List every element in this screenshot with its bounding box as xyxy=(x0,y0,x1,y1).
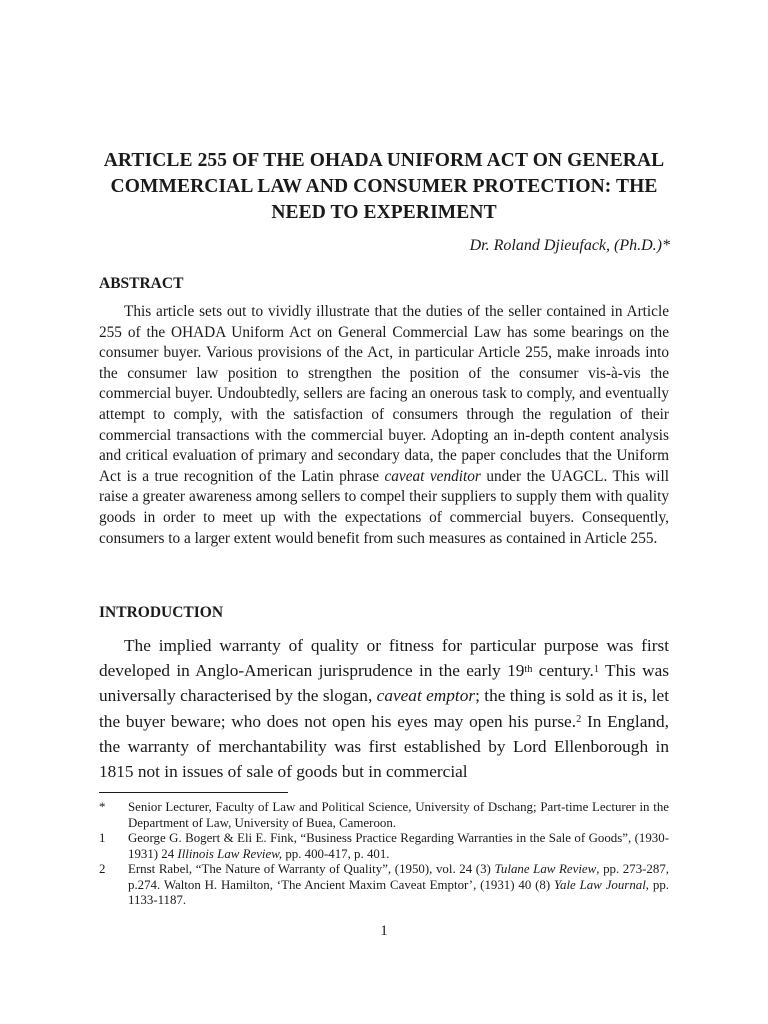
page-number: 1 xyxy=(380,923,388,939)
intro-superscript-th: th xyxy=(524,663,533,675)
footnote-1 xyxy=(99,831,669,862)
footnote-ref-2[interactable]: 2 xyxy=(576,713,582,725)
footnote-text: Senior Lecturer, Faculty of Law and Political Science, University of Dschang; Part-time Lecturer in the Department of Law, University of Buea, Cameroon. xyxy=(128,800,669,830)
footnote-divider xyxy=(99,792,288,793)
intro-text-d: ; the thing is sold as it is, let the buyer beware; who does not open his eyes may open his purse. xyxy=(99,686,670,731)
article-title: ARTICLE 255 OF THE OHADA UNIFORM ACT ON GENERAL COMMERCIAL LAW AND CONSUMER PROTECTION: THE NEED TO EXPERIMENT xyxy=(103,150,665,223)
footnote-2-journal: Tulane Law Review xyxy=(494,862,597,876)
footnote-2 xyxy=(99,862,669,909)
intro-text-a: The implied warranty of quality or fitness for particular purpose was first developed in Anglo-American jurisprudence in the early 19 xyxy=(99,636,669,681)
footnote-text xyxy=(128,862,669,909)
footnote-2-journal-2: Yale Law Journal xyxy=(554,877,646,892)
abstract-text-part2: under the UAGCL. This will raise a greater awareness among sellers to compel their suppliers to supply them with quality goods in order to meet up with the expectations of commercial buyers. Consequently, consumers to a larger extent would benefit from such measures as contained in Article 255. xyxy=(99,467,669,547)
author-line: Dr. Roland Djieufack, (Ph.D.)* xyxy=(469,237,670,254)
intro-italic-phrase: caveat emptor xyxy=(376,686,476,706)
abstract-paragraph xyxy=(99,302,669,549)
abstract-text-part1: This article sets out to vividly illustrate that the duties of the seller contained in Article 255 of the OHADA Uniform Act on General Commercial Law has some bearings on the consumer buyer. Various provisions of the Act, in particular Article 255, make inroads into the consumer law position to strengthen the position of the consumer vis-à-vis the commercial buyer. Undoubtedly, sellers are facing an onerous task to comply, and eventually attempt to comply, with the satisfaction of consumers through the regulation of their commercial transactions with the commercial buyer. Adopting an in-depth content analysis and critical evaluation of primary and secondary data, the paper concludes that the Uniform Act is a true recognition of the Latin phrase xyxy=(99,303,669,485)
footnote-1-text-before: George G. Bogert & Eli E. Fink, “Business Practice Regarding Warranties in the Sale of Goods”, (1930-1931) 24 xyxy=(128,831,669,861)
footnote-ref-1[interactable]: 1 xyxy=(593,663,600,675)
footnote-1-journal: Illinois Law Review, xyxy=(177,846,283,861)
abstract-heading: ABSTRACT xyxy=(99,275,184,292)
footnote-author xyxy=(99,800,669,831)
footnote-text xyxy=(128,831,669,862)
footnote-mark: 1 xyxy=(99,831,106,845)
intro-text-c: This was universally characterised by the slogan, xyxy=(99,661,669,706)
intro-text-e: In England, the warranty of merchantability was first established by Lord Ellenborough in 1815 not in issues of sale of goods but in commercial xyxy=(99,711,669,782)
footnote-2-text-middle: , pp. 273-287, p.274. Walton H. Hamilton, ‘The Ancient Maxim Caveat Emptor’, (1931) 40 (8) xyxy=(128,862,669,892)
footnote-2-text-before: Ernst Rabel, “The Nature of Warranty of Quality”, (1950), vol. 24 (3) xyxy=(128,862,495,876)
footnote-mark: * xyxy=(99,800,106,814)
intro-text-b: century. xyxy=(532,661,594,681)
footnote-2-text-after: , pp. 1133-1187. xyxy=(128,877,669,907)
introduction-heading: INTRODUCTION xyxy=(99,604,224,621)
introduction-paragraph xyxy=(99,633,669,784)
abstract-italic-phrase: caveat venditor xyxy=(384,467,481,485)
footnote-mark: 2 xyxy=(99,862,106,876)
footnotes xyxy=(99,800,669,909)
footnote-1-text-after: pp. 400-417, p. 401. xyxy=(282,846,390,861)
